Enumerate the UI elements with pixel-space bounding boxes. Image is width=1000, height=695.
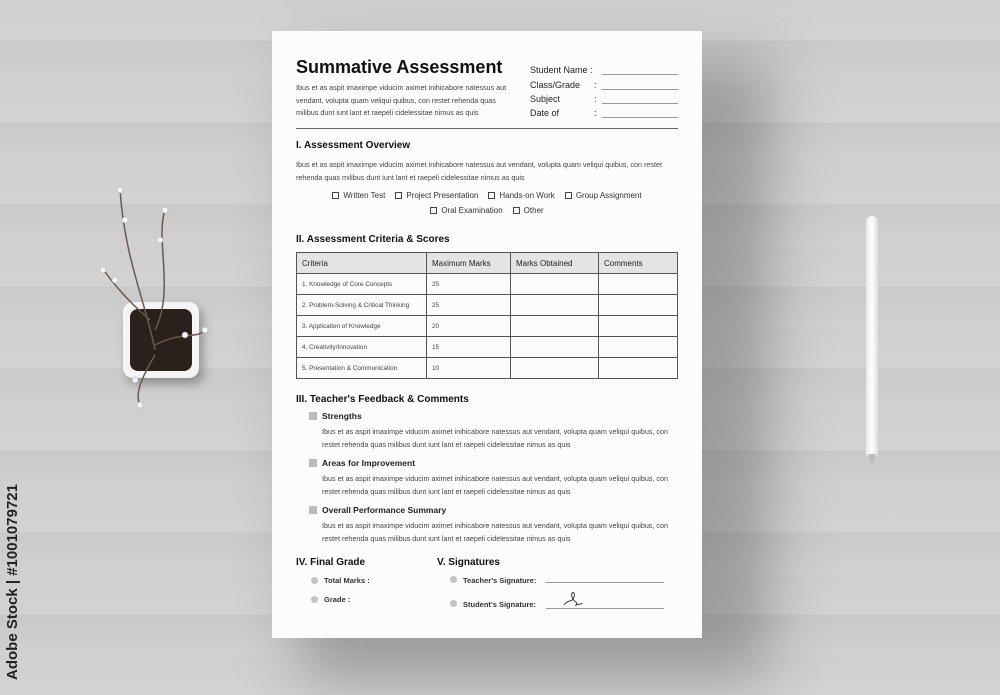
- bullet-dot-icon: [450, 600, 457, 607]
- strengths-title: Strengths: [322, 411, 362, 421]
- pencil-tip: [868, 454, 876, 466]
- checkbox-other[interactable]: [513, 206, 544, 215]
- signature-scribble-icon: [562, 589, 584, 609]
- summary-text: Ibus et as aspit imaximpe viducim aximet inihicabore natessus aut vendant, volupta quam veliqui quibus, con restet rehenda quas milibus dunt iunt lant et raepeli cidelessitae nimus as quis: [322, 521, 668, 543]
- criteria-cell: 5. Presentation & Communication: [297, 358, 427, 379]
- criteria-heading: II. Assessment Criteria & Scores: [296, 234, 450, 245]
- intro-text: Ibus et as aspit imaximpe viducim aximet inihicabore natessus aut vendant, volupta quam veliqui quibus, con restet rehenda quas milibus dunt iunt lant et raepeli cidelessitae nimus as quis: [296, 83, 507, 117]
- table-row: [297, 274, 678, 295]
- checkbox-label: Group Assignment: [575, 191, 642, 200]
- column-header: Marks Obtained: [511, 253, 599, 274]
- checkbox-oral-examination[interactable]: [430, 206, 502, 215]
- feedback-heading: III. Teacher's Feedback & Comments: [296, 394, 469, 405]
- colon: :: [594, 108, 597, 118]
- divider: [296, 128, 678, 129]
- checkbox-label: Project Presentation: [406, 191, 479, 200]
- table-row: [297, 358, 678, 379]
- summary-title: Overall Performance Summary: [322, 505, 447, 515]
- assessment-document: [272, 31, 702, 638]
- marks-obtained-cell[interactable]: [511, 274, 599, 295]
- checkbox-row-2: [296, 206, 678, 215]
- checkbox-project-presentation[interactable]: [395, 191, 478, 200]
- bullet-square-icon: [309, 459, 317, 467]
- marks-obtained-cell[interactable]: [511, 337, 599, 358]
- field-label: Subject: [530, 94, 561, 104]
- student-signature-label: Student's Signature:: [463, 600, 537, 609]
- checkbox-label: Written Test: [343, 191, 386, 200]
- column-header: Maximum Marks: [427, 253, 511, 274]
- max-marks-cell: 15: [427, 337, 511, 358]
- criteria-cell: 4. Creativity/Innovation: [297, 337, 427, 358]
- column-header: Comments: [599, 253, 678, 274]
- table-row: [297, 337, 678, 358]
- total-marks-label: Total Marks :: [324, 576, 370, 585]
- stock-watermark: Adobe Stock | #1001079721: [4, 484, 21, 680]
- final-grade-heading: IV. Final Grade: [296, 557, 366, 568]
- criteria-cell: 3. Application of Knowledge: [297, 316, 427, 337]
- table-row: [297, 316, 678, 337]
- comments-cell[interactable]: [599, 316, 678, 337]
- field-label: Class/Grade: [530, 80, 581, 90]
- comments-cell[interactable]: [599, 337, 678, 358]
- improvement-text: Ibus et as aspit imaximpe viducim aximet inihicabore natessus aut vendant, volupta quam veliqui quibus, con restet rehenda quas milibus dunt iunt lant et raepeli cidelessitae nimus as quis: [322, 474, 668, 496]
- table-row: [297, 295, 678, 316]
- overview-text: Ibus et as aspit imaximpe viducim aximet inihicabore natessus aut vendant, volupta quam veliqui quibus, con restet rehenda quas milibus dunt iunt lant et raepeli cidelessitae nimus as quis: [296, 160, 662, 182]
- field-label: Student Name :: [530, 65, 593, 75]
- bullet-square-icon: [309, 412, 317, 420]
- subject-field[interactable]: [530, 94, 690, 108]
- bullet-dot-icon: [311, 596, 318, 603]
- marks-obtained-cell[interactable]: [511, 358, 599, 379]
- max-marks-cell: 25: [427, 274, 511, 295]
- column-header: Criteria: [297, 253, 427, 274]
- bullet-square-icon: [309, 506, 317, 514]
- teacher-signature-line[interactable]: [546, 582, 664, 583]
- comments-cell[interactable]: [599, 358, 678, 379]
- student-name-field[interactable]: [530, 65, 690, 79]
- bullet-dot-icon: [311, 577, 318, 584]
- comments-cell[interactable]: [599, 295, 678, 316]
- marks-obtained-cell[interactable]: [511, 316, 599, 337]
- overview-heading: I. Assessment Overview: [296, 140, 411, 151]
- plant-branches-icon: [95, 180, 215, 410]
- marks-obtained-cell[interactable]: [511, 295, 599, 316]
- criteria-cell: 1. Knowledge of Core Concepts: [297, 274, 427, 295]
- strengths-text: Ibus et as aspit imaximpe viducim aximet inihicabore natessus aut vendant, volupta quam veliqui quibus, con restet rehenda quas milibus dunt iunt lant et raepeli cidelessitae nimus as quis: [322, 427, 668, 449]
- criteria-cell: 2. Problem-Solving & Critical Thinking: [297, 295, 427, 316]
- max-marks-cell: 10: [427, 358, 511, 379]
- comments-cell[interactable]: [599, 274, 678, 295]
- colon: :: [594, 94, 597, 104]
- criteria-table: [296, 252, 678, 379]
- document-title: Summative Assessment: [296, 57, 503, 77]
- checkbox-label: Hands-on Work: [499, 191, 555, 200]
- pencil: [866, 216, 878, 456]
- bullet-dot-icon: [450, 576, 457, 583]
- colon: :: [594, 80, 597, 90]
- signatures-heading: V. Signatures: [437, 557, 500, 568]
- checkbox-label: Oral Examination: [441, 206, 503, 215]
- max-marks-cell: 20: [427, 316, 511, 337]
- max-marks-cell: 25: [427, 295, 511, 316]
- field-label: Date of: [530, 108, 560, 118]
- grade-label: Grade :: [324, 595, 351, 604]
- checkbox-hands-on-work[interactable]: [488, 191, 554, 200]
- checkbox-written-test[interactable]: [332, 191, 385, 200]
- teacher-signature-label: Teacher's Signature:: [463, 576, 537, 585]
- checkbox-label: Other: [523, 206, 544, 215]
- class-grade-field[interactable]: [530, 80, 690, 94]
- date-field[interactable]: [530, 108, 690, 122]
- improvement-title: Areas for Improvement: [322, 458, 416, 468]
- table-header-row: [297, 253, 678, 274]
- checkbox-row-1: [296, 191, 678, 200]
- checkbox-group-assignment[interactable]: [565, 191, 642, 200]
